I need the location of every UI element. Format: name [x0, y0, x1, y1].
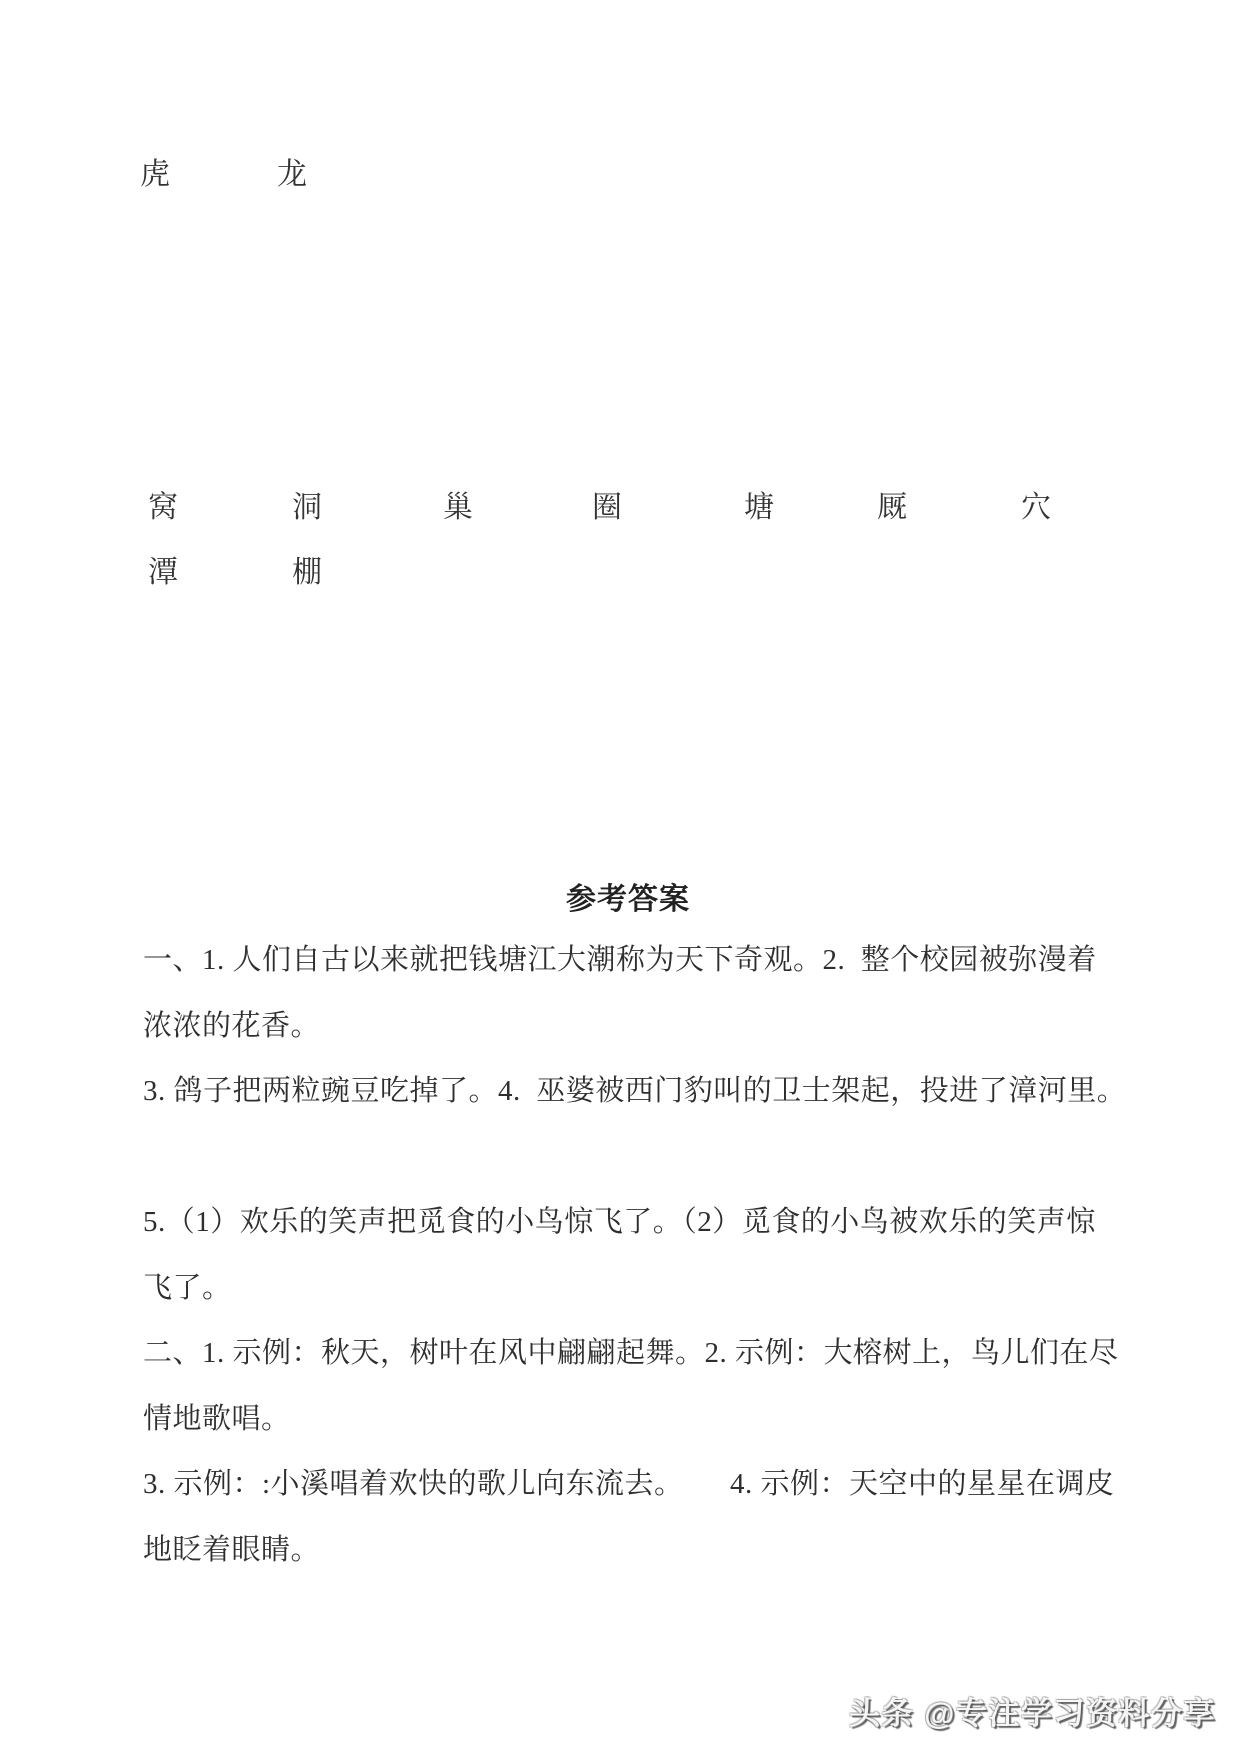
answer-line-blank: [143, 1125, 1153, 1191]
answer-line: 3. 示例：:小溪唱着欢快的歌儿向东流去。 4. 示例：天空中的星星在调皮: [143, 1468, 1115, 1500]
blank-answer-char: 塘: [744, 491, 774, 524]
answer-line: 浓浓的花香。: [143, 1009, 321, 1042]
blank-answer-char: 虎: [140, 158, 170, 191]
blank-answer-char: 潭: [148, 556, 178, 589]
blank-answer-char: 巢: [443, 491, 473, 524]
answers-heading: 参考答案: [566, 883, 690, 916]
answer-line: 二、1. 示例：秋天，树叶在风中翩翩起舞。2. 示例：大榕树上，鸟儿们在尽: [143, 1337, 1119, 1369]
blank-answer-char: 棚: [292, 556, 322, 589]
answer-line: 飞了。: [143, 1271, 232, 1304]
answer-line: 一、1. 人们自古以来就把钱塘江大潮称为天下奇观。2. 整个校园被弥漫着: [143, 944, 1097, 976]
blank-answer-char: 窝: [148, 491, 178, 524]
answer-line: 情地歌唱。: [143, 1402, 291, 1435]
answers-body: [143, 928, 1153, 1583]
blank-answer-char: 圈: [592, 491, 622, 524]
blank-answer-char: 洞: [292, 491, 322, 524]
blank-answer-char: 穴: [1021, 491, 1051, 524]
answer-line: 5.（1）欢乐的笑声把觅食的小鸟惊飞了。（2）觅食的小鸟被欢乐的笑声惊: [143, 1206, 1096, 1238]
toutiao-watermark: 头条 @专注学习资料分享: [849, 1696, 1216, 1731]
blank-answer-char: 龙: [277, 158, 307, 191]
answer-line: 3. 鸽子把两粒豌豆吃掉了。4. 巫婆被西门豹叫的卫士架起，投进了漳河里。: [143, 1075, 1127, 1107]
blank-answer-char: 厩: [877, 491, 907, 524]
answer-line: 地眨着眼睛。: [143, 1533, 321, 1566]
